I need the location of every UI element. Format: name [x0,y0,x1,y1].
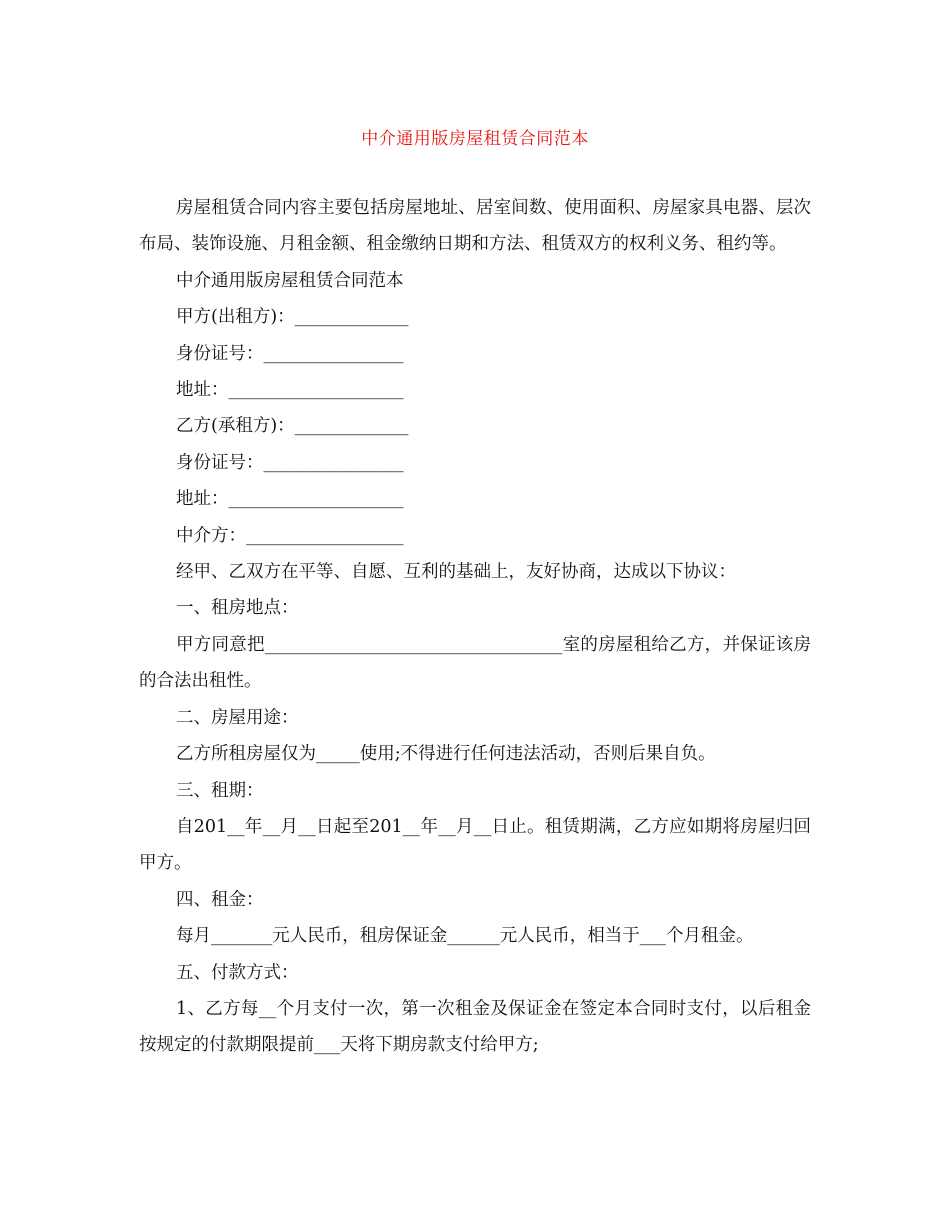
term-clause: 自201__年__月__日起至201__年__月__日止。租赁期满，乙方应如期将房屋归回甲方。 [139,816,811,874]
intro-paragraph: 房屋租赁合同内容主要包括房屋地址、居室间数、使用面积、房屋家具电器、层次布局、装饰设施、月租金额、租金缴纳日期和方法、租赁双方的权利义务、租约等。 [139,198,811,255]
party-b-address-line: 地址：____________________ [176,489,404,510]
section-heading-payment: 五、付款方式： [176,962,299,983]
payment-clause-1: 1、乙方每__个月支付一次，第一次租金及保证金在签定本合同时支付，以后租金按规定的付款期限提前___天将下期房款支付给甲方; [139,998,811,1056]
party-b-id-line: 身份证号：________________ [176,452,404,473]
section-heading-location: 一、租房地点： [176,598,299,619]
section-heading-usage: 二、房屋用途： [176,707,299,728]
agent-line: 中介方：__________________ [176,525,404,546]
location-clause: 甲方同意把__________________________________室的房屋租给乙方，并保证该房的合法出租性。 [139,634,811,692]
rent-clause: 每月_______元人民币，租房保证金______元人民币，相当于___个月租金。 [176,926,754,947]
section-heading-rent: 四、租金： [176,889,264,910]
contract-subtitle: 中介通用版房屋租赁合同范本 [176,270,404,291]
usage-clause: 乙方所租房屋仅为_____使用;不得进行任何违法活动，否则后果自负。 [176,744,716,765]
agreement-preamble: 经甲、乙双方在平等、自愿、互利的基础上，友好协商，达成以下协议： [176,562,736,583]
party-a-address-line: 地址：____________________ [176,380,404,401]
section-heading-term: 三、租期： [176,780,264,801]
party-a-line: 甲方(出租方)：_____________ [176,307,409,328]
party-b-line: 乙方(承租方)：_____________ [176,416,409,437]
document-body [139,190,811,1064]
party-a-id-line: 身份证号：________________ [176,343,404,364]
document-title: 中介通用版房屋租赁合同范本 [361,129,589,149]
